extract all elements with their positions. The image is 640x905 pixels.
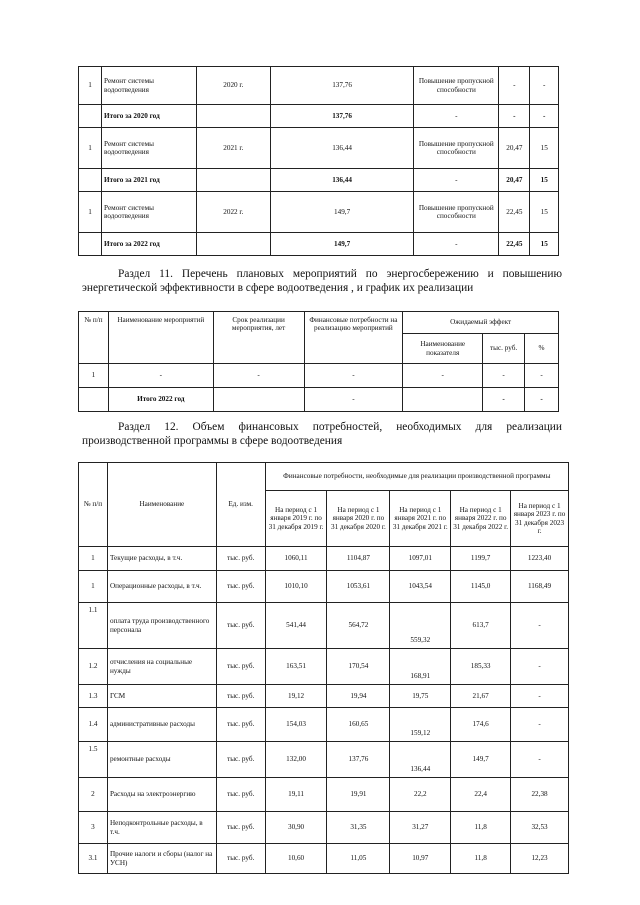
row-number: 1 <box>79 364 109 388</box>
value-2021: 1043,54 <box>390 571 451 603</box>
value-2023: - <box>511 708 569 742</box>
row-indicator: - <box>414 233 499 256</box>
row-period <box>196 105 270 128</box>
row-indicator: - <box>414 169 499 192</box>
value-2019: 154,03 <box>265 708 327 742</box>
total-row <box>79 105 559 128</box>
table-row <box>79 547 569 571</box>
row-value: - <box>499 105 530 128</box>
row-finance: - <box>304 388 403 412</box>
total-row <box>79 388 559 412</box>
row-name: ГСМ <box>107 685 216 708</box>
row-number <box>79 388 109 412</box>
row-period: 2021 г. <box>196 128 270 169</box>
value-2021: 559,32 <box>390 603 451 649</box>
row-finance: - <box>304 364 403 388</box>
row-value: - <box>483 364 525 388</box>
row-number <box>79 233 102 256</box>
row-percent: - <box>530 67 559 105</box>
row-period: - <box>213 364 304 388</box>
value-2023: - <box>511 742 569 778</box>
header-name: Наименование <box>107 463 216 547</box>
table-row <box>79 844 569 874</box>
value-2020: 137,76 <box>327 742 390 778</box>
row-number: 1.4 <box>79 708 108 742</box>
row-cost: 149,7 <box>270 233 414 256</box>
table-row <box>79 67 559 105</box>
value-2023: 1168,49 <box>511 571 569 603</box>
value-2020: 1104,87 <box>327 547 390 571</box>
value-2020: 11,05 <box>327 844 390 874</box>
row-name: Итого за 2021 год <box>102 169 197 192</box>
header-name: Наименование мероприятий <box>108 312 213 364</box>
header-finance: Финансовые потребности на реализацию мероприятий <box>304 312 403 364</box>
row-percent: 15 <box>530 192 559 233</box>
row-number: 1.3 <box>79 685 108 708</box>
value-2022: 11,8 <box>451 844 511 874</box>
row-number: 2 <box>79 778 108 812</box>
row-indicator <box>403 388 483 412</box>
row-name: ремонтные расходы <box>107 742 216 778</box>
value-2023: 1223,40 <box>511 547 569 571</box>
value-2022: 22,4 <box>451 778 511 812</box>
row-number: 1 <box>79 128 102 169</box>
row-name: Прочие налоги и сборы (налог на УСН) <box>107 844 216 874</box>
value-2021: 168,91 <box>390 649 451 685</box>
value-2021: 159,12 <box>390 708 451 742</box>
row-unit: тыс. руб. <box>216 603 265 649</box>
table-row <box>79 364 559 388</box>
value-2020: 31,35 <box>327 812 390 844</box>
value-2019: 541,44 <box>265 603 327 649</box>
value-2019: 19,12 <box>265 685 327 708</box>
table-row <box>79 571 569 603</box>
row-indicator: - <box>403 364 483 388</box>
value-2022: 21,67 <box>451 685 511 708</box>
section-12-line1: Раздел 12. Объем финансовых потребностей, необходимых для реализации <box>118 421 562 433</box>
section-12-line2: производственной программы в сфере водоотведения <box>82 434 343 447</box>
row-unit: тыс. руб. <box>216 547 265 571</box>
header-period-2020: На период с 1 января 2020 г. по 31 декабря 2020 г. <box>327 491 390 547</box>
row-unit: тыс. руб. <box>216 812 265 844</box>
row-value: - <box>483 388 525 412</box>
table-row <box>79 708 569 742</box>
row-name: отчисления на социальные нужды <box>107 649 216 685</box>
row-unit: тыс. руб. <box>216 649 265 685</box>
value-2023: 32,53 <box>511 812 569 844</box>
row-number <box>79 105 102 128</box>
value-2022: 1145,0 <box>451 571 511 603</box>
row-indicator: Повышение пропускной способности <box>414 192 499 233</box>
header-period-2023: На период с 1 января 2023 г. по 31 декабря 2023 г. <box>511 491 569 547</box>
value-2019: 163,51 <box>265 649 327 685</box>
value-2020: 160,65 <box>327 708 390 742</box>
row-unit: тыс. руб. <box>216 778 265 812</box>
row-period: 2022 г. <box>196 192 270 233</box>
value-2019: 132,00 <box>265 742 327 778</box>
header-period-2019: На период с 1 января 2019 г. по 31 декабря 2019 г. <box>265 491 327 547</box>
row-number <box>79 169 102 192</box>
row-value: 22,45 <box>499 192 530 233</box>
value-2021: 10,97 <box>390 844 451 874</box>
row-name: Итого за 2020 год <box>102 105 197 128</box>
row-percent: - <box>530 105 559 128</box>
row-unit: тыс. руб. <box>216 685 265 708</box>
row-name: Ремонт системы водоотведения <box>102 128 197 169</box>
row-unit: тыс. руб. <box>216 708 265 742</box>
table-row <box>79 192 559 233</box>
value-2023: - <box>511 685 569 708</box>
row-percent: 15 <box>530 128 559 169</box>
row-number: 1 <box>79 547 108 571</box>
row-cost: 136,44 <box>270 128 414 169</box>
row-percent: 15 <box>530 233 559 256</box>
table-row <box>79 649 569 685</box>
row-period <box>213 388 304 412</box>
header-value: тыс. руб. <box>483 334 525 364</box>
value-2021: 22,2 <box>390 778 451 812</box>
value-2021: 1097,01 <box>390 547 451 571</box>
row-indicator: - <box>414 105 499 128</box>
section-11-line1: Раздел 11. Перечень плановых мероприятий по энергосбережению и повышению <box>118 268 562 280</box>
row-name: - <box>108 364 213 388</box>
row-number: 3 <box>79 812 108 844</box>
total-row <box>79 169 559 192</box>
table-row <box>79 742 569 778</box>
row-name: Текущие расходы, в т.ч. <box>107 547 216 571</box>
row-cost: 149,7 <box>270 192 414 233</box>
row-value: 22,45 <box>499 233 530 256</box>
row-name: Операционные расходы, в т.ч. <box>107 571 216 603</box>
repair-schedule-table <box>78 66 559 256</box>
value-2022: 149,7 <box>451 742 511 778</box>
value-2020: 19,94 <box>327 685 390 708</box>
row-number: 3.1 <box>79 844 108 874</box>
row-value: 20,47 <box>499 169 530 192</box>
section-12-heading <box>82 421 562 448</box>
value-2022: 174,6 <box>451 708 511 742</box>
row-value: 20,47 <box>499 128 530 169</box>
value-2023: 12,23 <box>511 844 569 874</box>
row-name: Итого 2022 год <box>108 388 213 412</box>
value-2021: 136,44 <box>390 742 451 778</box>
header-indicator: Наименование показателя <box>403 334 483 364</box>
financial-needs-table <box>78 462 569 874</box>
row-percent: - <box>525 388 559 412</box>
header-pct: % <box>525 334 559 364</box>
row-number: 1 <box>79 571 108 603</box>
row-name: административные расходы <box>107 708 216 742</box>
value-2019: 30,90 <box>265 812 327 844</box>
header-period: Срок реализации мероприятия, лет <box>213 312 304 364</box>
row-percent: 15 <box>530 169 559 192</box>
row-name: Расходы на электроэнергию <box>107 778 216 812</box>
value-2019: 19,11 <box>265 778 327 812</box>
value-2022: 1199,7 <box>451 547 511 571</box>
row-number: 1.2 <box>79 649 108 685</box>
value-2021: 31,27 <box>390 812 451 844</box>
header-period-2021: На период с 1 января 2021 г. по 31 декабря 2021 г. <box>390 491 451 547</box>
section-11-heading <box>82 268 562 295</box>
row-period: 2020 г. <box>196 67 270 105</box>
table-row <box>79 685 569 708</box>
table-row <box>79 778 569 812</box>
row-cost: 136,44 <box>270 169 414 192</box>
row-period <box>196 169 270 192</box>
row-number: 1.5 <box>79 742 108 778</box>
header-group: Финансовые потребности, необходимые для реализации производственной программы <box>265 463 568 491</box>
value-2019: 10,60 <box>265 844 327 874</box>
header-num: № п/п <box>79 312 109 364</box>
value-2020: 1053,61 <box>327 571 390 603</box>
value-2022: 613,7 <box>451 603 511 649</box>
row-number: 1 <box>79 67 102 105</box>
row-period <box>196 233 270 256</box>
section-11-line2: энергетической эффективности в сфере водоотведения , и график их реализации <box>82 281 474 294</box>
value-2020: 19,91 <box>327 778 390 812</box>
row-indicator: Повышение пропускной способности <box>414 128 499 169</box>
value-2020: 564,72 <box>327 603 390 649</box>
row-name: Итого за 2022 год <box>102 233 197 256</box>
value-2019: 1010,10 <box>265 571 327 603</box>
value-2022: 11,8 <box>451 812 511 844</box>
header-effect: Ожидаемый эффект <box>403 312 559 334</box>
row-unit: тыс. руб. <box>216 844 265 874</box>
table-row <box>79 812 569 844</box>
value-2023: 22,38 <box>511 778 569 812</box>
row-indicator: Повышение пропускной способности <box>414 67 499 105</box>
total-row <box>79 233 559 256</box>
row-value: - <box>499 67 530 105</box>
row-name: оплата труда производственного персонала <box>107 603 216 649</box>
value-2020: 170,54 <box>327 649 390 685</box>
row-number: 1.1 <box>79 603 108 649</box>
value-2023: - <box>511 649 569 685</box>
table-row <box>79 603 569 649</box>
value-2023: - <box>511 603 569 649</box>
row-cost: 137,76 <box>270 67 414 105</box>
table-row <box>79 128 559 169</box>
row-cost: 137,76 <box>270 105 414 128</box>
row-percent: - <box>525 364 559 388</box>
row-name: Ремонт системы водоотведения <box>102 67 197 105</box>
header-unit: Ед. изм. <box>216 463 265 547</box>
row-unit: тыс. руб. <box>216 571 265 603</box>
value-2022: 185,33 <box>451 649 511 685</box>
row-unit: тыс. руб. <box>216 742 265 778</box>
row-number: 1 <box>79 192 102 233</box>
row-name: Неподконтрольные расходы, в т.ч. <box>107 812 216 844</box>
header-num: № п/п <box>79 463 108 547</box>
row-name: Ремонт системы водоотведения <box>102 192 197 233</box>
value-2021: 19,75 <box>390 685 451 708</box>
energy-saving-table <box>78 311 559 412</box>
header-period-2022: На период с 1 января 2022 г. по 31 декабря 2022 г. <box>451 491 511 547</box>
value-2019: 1060,11 <box>265 547 327 571</box>
